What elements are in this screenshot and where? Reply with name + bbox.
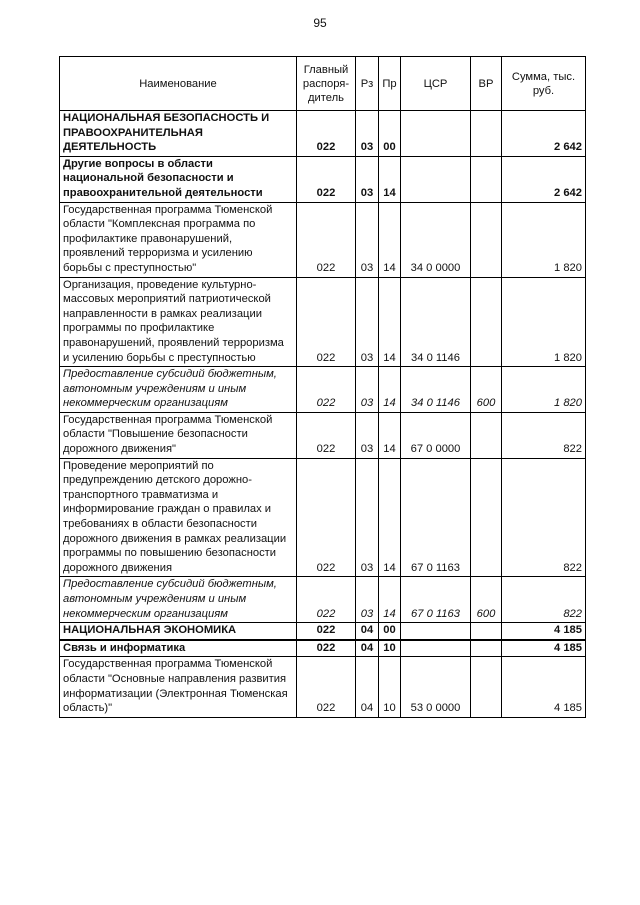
- row-csr: [401, 111, 471, 157]
- budget-table: [59, 56, 586, 718]
- row-csr: 67 0 1163: [401, 577, 471, 623]
- row-vr: [471, 412, 502, 458]
- row-admin: 022: [297, 412, 356, 458]
- row-rz: 04: [356, 623, 379, 640]
- row-name: Государственная программа Тюменской области "Повышение безопасности дорожного движения": [60, 412, 297, 458]
- row-pr: 14: [379, 577, 401, 623]
- row-sum: 1 820: [502, 277, 586, 367]
- row-pr: 10: [379, 640, 401, 657]
- row-csr: [401, 640, 471, 657]
- row-name: Предоставление субсидий бюджетным, автономным учреждениям и иным некоммерческим организациям: [60, 577, 297, 623]
- row-rz: 04: [356, 657, 379, 717]
- row-sum: 4 185: [502, 623, 586, 640]
- row-vr: [471, 458, 502, 577]
- row-pr: 14: [379, 458, 401, 577]
- table-row: [60, 202, 586, 277]
- row-admin: 022: [297, 577, 356, 623]
- row-sum: 1 820: [502, 202, 586, 277]
- row-pr: 10: [379, 657, 401, 717]
- row-vr: [471, 277, 502, 367]
- row-sum: 2 642: [502, 111, 586, 157]
- row-rz: 03: [356, 412, 379, 458]
- row-rz: 04: [356, 640, 379, 657]
- row-rz: 03: [356, 202, 379, 277]
- header-pr: Пр: [379, 57, 401, 111]
- row-name: Государственная программа Тюменской области "Комплексная программа по профилактике правонарушений, проявлений терроризма и усилению борьбы с преступностью": [60, 202, 297, 277]
- row-admin: 022: [297, 640, 356, 657]
- row-sum: 2 642: [502, 156, 586, 202]
- table-row: [60, 640, 586, 657]
- row-pr: 14: [379, 202, 401, 277]
- row-sum: 822: [502, 458, 586, 577]
- row-csr: 34 0 0000: [401, 202, 471, 277]
- row-vr: [471, 640, 502, 657]
- row-csr: [401, 623, 471, 640]
- table-row: [60, 657, 586, 717]
- row-rz: 03: [356, 577, 379, 623]
- row-name: Другие вопросы в области национальной безопасности и правоохранительной деятельности: [60, 156, 297, 202]
- row-pr: 14: [379, 277, 401, 367]
- row-sum: 4 185: [502, 657, 586, 717]
- row-name: Проведение мероприятий по предупреждению детского дорожно-транспортного травматизма и информирование граждан о правилах и требованиях в области безопасности дорожного движения в рамках реализации программы по повышению безопасности дорожного движения: [60, 458, 297, 577]
- table-row: [60, 367, 586, 413]
- row-csr: 53 0 0000: [401, 657, 471, 717]
- row-sum: 1 820: [502, 367, 586, 413]
- row-admin: 022: [297, 367, 356, 413]
- row-csr: 67 0 1163: [401, 458, 471, 577]
- row-vr: 600: [471, 577, 502, 623]
- row-sum: 822: [502, 412, 586, 458]
- table-row: [60, 156, 586, 202]
- row-name: Государственная программа Тюменской области "Основные направления развития информатизации (Электронная Тюменская область)": [60, 657, 297, 717]
- table-row: [60, 623, 586, 640]
- table-row: [60, 277, 586, 367]
- row-name: Организация, проведение культурно-массовых мероприятий патриотической направленности в рамках реализации программы по профилактике правонарушений, проявлений терроризма и усилению борьбы с преступностью: [60, 277, 297, 367]
- row-vr: [471, 657, 502, 717]
- table-row: [60, 412, 586, 458]
- row-csr: [401, 156, 471, 202]
- row-pr: 00: [379, 111, 401, 157]
- row-vr: [471, 623, 502, 640]
- row-rz: 03: [356, 156, 379, 202]
- row-name: Предоставление субсидий бюджетным, автономным учреждениям и иным некоммерческим организациям: [60, 367, 297, 413]
- row-rz: 03: [356, 367, 379, 413]
- row-admin: 022: [297, 277, 356, 367]
- row-vr: [471, 202, 502, 277]
- header-admin: Главный распоря-дитель: [297, 57, 356, 111]
- header-csr: ЦСР: [401, 57, 471, 111]
- table-row: [60, 111, 586, 157]
- row-sum: 822: [502, 577, 586, 623]
- row-admin: 022: [297, 657, 356, 717]
- row-admin: 022: [297, 202, 356, 277]
- header-vr: ВР: [471, 57, 502, 111]
- row-sum: 4 185: [502, 640, 586, 657]
- row-name: НАЦИОНАЛЬНАЯ ЭКОНОМИКА: [60, 623, 297, 640]
- row-admin: 022: [297, 458, 356, 577]
- row-vr: [471, 111, 502, 157]
- row-rz: 03: [356, 458, 379, 577]
- row-csr: 34 0 1146: [401, 367, 471, 413]
- row-admin: 022: [297, 111, 356, 157]
- header-name: Наименование: [60, 57, 297, 111]
- header-sum: Сумма, тыс. руб.: [502, 57, 586, 111]
- row-pr: 14: [379, 367, 401, 413]
- row-rz: 03: [356, 277, 379, 367]
- row-pr: 14: [379, 412, 401, 458]
- table-header-row: [60, 57, 586, 111]
- row-csr: 67 0 0000: [401, 412, 471, 458]
- table-row: [60, 577, 586, 623]
- table-row: [60, 458, 586, 577]
- row-pr: 14: [379, 156, 401, 202]
- row-pr: 00: [379, 623, 401, 640]
- header-rz: Рз: [356, 57, 379, 111]
- row-admin: 022: [297, 156, 356, 202]
- row-name: Связь и информатика: [60, 640, 297, 657]
- row-name: НАЦИОНАЛЬНАЯ БЕЗОПАСНОСТЬ И ПРАВООХРАНИТЕЛЬНАЯ ДЕЯТЕЛЬНОСТЬ: [60, 111, 297, 157]
- row-csr: 34 0 1146: [401, 277, 471, 367]
- row-rz: 03: [356, 111, 379, 157]
- row-vr: [471, 156, 502, 202]
- row-vr: 600: [471, 367, 502, 413]
- page-number: 95: [313, 16, 327, 30]
- row-admin: 022: [297, 623, 356, 640]
